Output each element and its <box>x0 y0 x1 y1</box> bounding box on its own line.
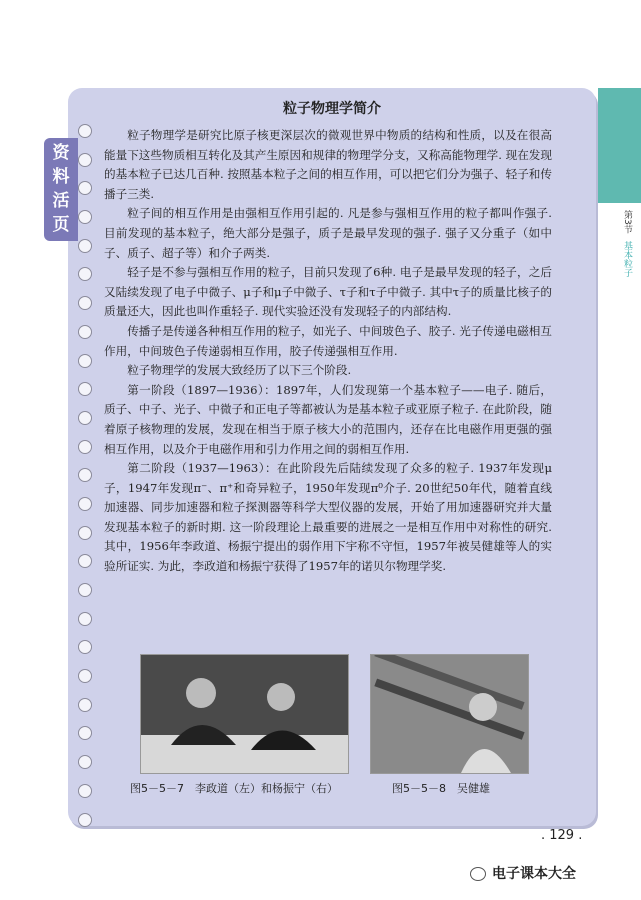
photo-wu <box>370 654 529 774</box>
binder-ring <box>78 210 92 224</box>
binder-ring <box>78 784 92 798</box>
chapter-label <box>600 210 634 277</box>
side-tab-char: 资 <box>52 143 70 163</box>
paragraph: 传播子是传递各种相互作用的粒子，如光子、中间玻色子、胶子. 光子传递电磁相互作用，中间玻色子传递弱相互作用，胶子传递强相互作用. <box>104 323 552 358</box>
paragraph: 第一阶段（1897—1936）：1897年，人们发现第一个基本粒子——电子. 随后，质子、中子、光子、中微子和正电子等都被认为是基本粒子或亚原子粒子. 在此阶段，随着原子核物理的发展，发现在相当于原子核大小的范围内，还存在比电磁作用更强的强相互作用，以及介于电磁作用和引力作用之间的弱相互作用. <box>104 382 552 456</box>
binder-ring <box>78 554 92 568</box>
chapter-tab-bar <box>598 88 641 200</box>
side-tab-char: 料 <box>52 167 70 187</box>
side-tab-char: 页 <box>52 215 70 235</box>
binder-ring <box>78 583 92 597</box>
binder-ring <box>78 153 92 167</box>
photo-lee-yang <box>140 654 349 774</box>
binder-ring <box>78 181 92 195</box>
page-number: . 129 . <box>541 828 583 843</box>
binder-ring <box>78 440 92 454</box>
binder-ring <box>78 726 92 740</box>
binder-ring <box>78 640 92 654</box>
binder-ring <box>78 354 92 368</box>
side-tab-char: 活 <box>52 191 70 211</box>
paragraph: 轻子是不参与强相互作用的粒子，目前只发现了6种. 电子是最早发现的轻子，之后又陆续发现了电子中微子、μ子和μ子中微子、τ子和τ子中微子. 其中τ子的质量比核子的质量还大，因此也叫作重轻子. 现代实验还没有发现轻子的内部结构. <box>104 265 552 319</box>
binder-ring <box>78 267 92 281</box>
binder-ring <box>78 669 92 683</box>
chapter-section: 第3节 <box>622 210 632 234</box>
chapter-name: 基本粒子 <box>622 240 632 277</box>
chapter-tab-line <box>598 200 641 203</box>
wechat-icon <box>470 867 486 881</box>
binder-ring <box>78 698 92 712</box>
watermark <box>470 863 576 883</box>
binder-ring <box>78 325 92 339</box>
binder-ring <box>78 468 92 482</box>
figure-caption: 图5－5－8 吴健雄 <box>392 782 490 795</box>
binder-ring <box>78 612 92 626</box>
binder-rings <box>78 124 98 841</box>
paragraph: 粒子物理学的发展大致经历了以下三个阶段. <box>127 363 352 378</box>
paragraph: 第二阶段（1937—1963）：在此阶段先后陆续发现了众多的粒子. 1937年发现μ子，1947年发现π⁻、π⁺和奇异粒子，1950年发现π⁰介子. 20世纪50年代，随着直线加速器、同步加速器和粒子探测器等科学大型仪器的发展，开始了用加速器研究并大量发现基本粒子的新时期. 这一阶段理论上最重要的进展之一是相互作用中对称性的研究. 其中，1956年李政道、杨振宁提出的弱作用下宇称不守恒，1957年被吴健雄等人的实验所证实. 为此，李政道和杨振宁获得了1957年的诺贝尔物理学奖. <box>104 461 552 574</box>
binder-ring <box>78 526 92 540</box>
binder-ring <box>78 755 92 769</box>
binder-ring <box>78 124 92 138</box>
binder-ring <box>78 813 92 827</box>
binder-ring <box>78 411 92 425</box>
side-tab <box>44 138 78 241</box>
paragraph: 粒子间的相互作用是由强相互作用引起的. 凡是参与强相互作用的粒子都叫作强子. 目前发现的基本粒子，绝大部分是强子，质子是最早发现的强子. 强子又分重子（如中子、质子、超子等）和介子两类. <box>104 206 552 260</box>
figure-caption: 图5－5－7 李政道（左）和杨振宁（右） <box>130 782 338 795</box>
binder-ring <box>78 497 92 511</box>
watermark-text: 电子课本大全 <box>492 866 576 882</box>
paragraph: 粒子物理学是研究比原子核更深层次的微观世界中物质的结构和性质，以及在很高能量下这些物质相互转化及其产生原因和规律的物理学分支，又称高能物理学. 现在发现的基本粒子已达几百种. 按照基本粒子之间的相互作用，可以把它们分为强子、轻子和传播子三类. <box>104 128 552 201</box>
article-body <box>104 126 552 577</box>
binder-ring <box>78 382 92 396</box>
page-title: 粒子物理学简介 <box>283 101 381 117</box>
binder-ring <box>78 239 92 253</box>
binder-ring <box>78 296 92 310</box>
